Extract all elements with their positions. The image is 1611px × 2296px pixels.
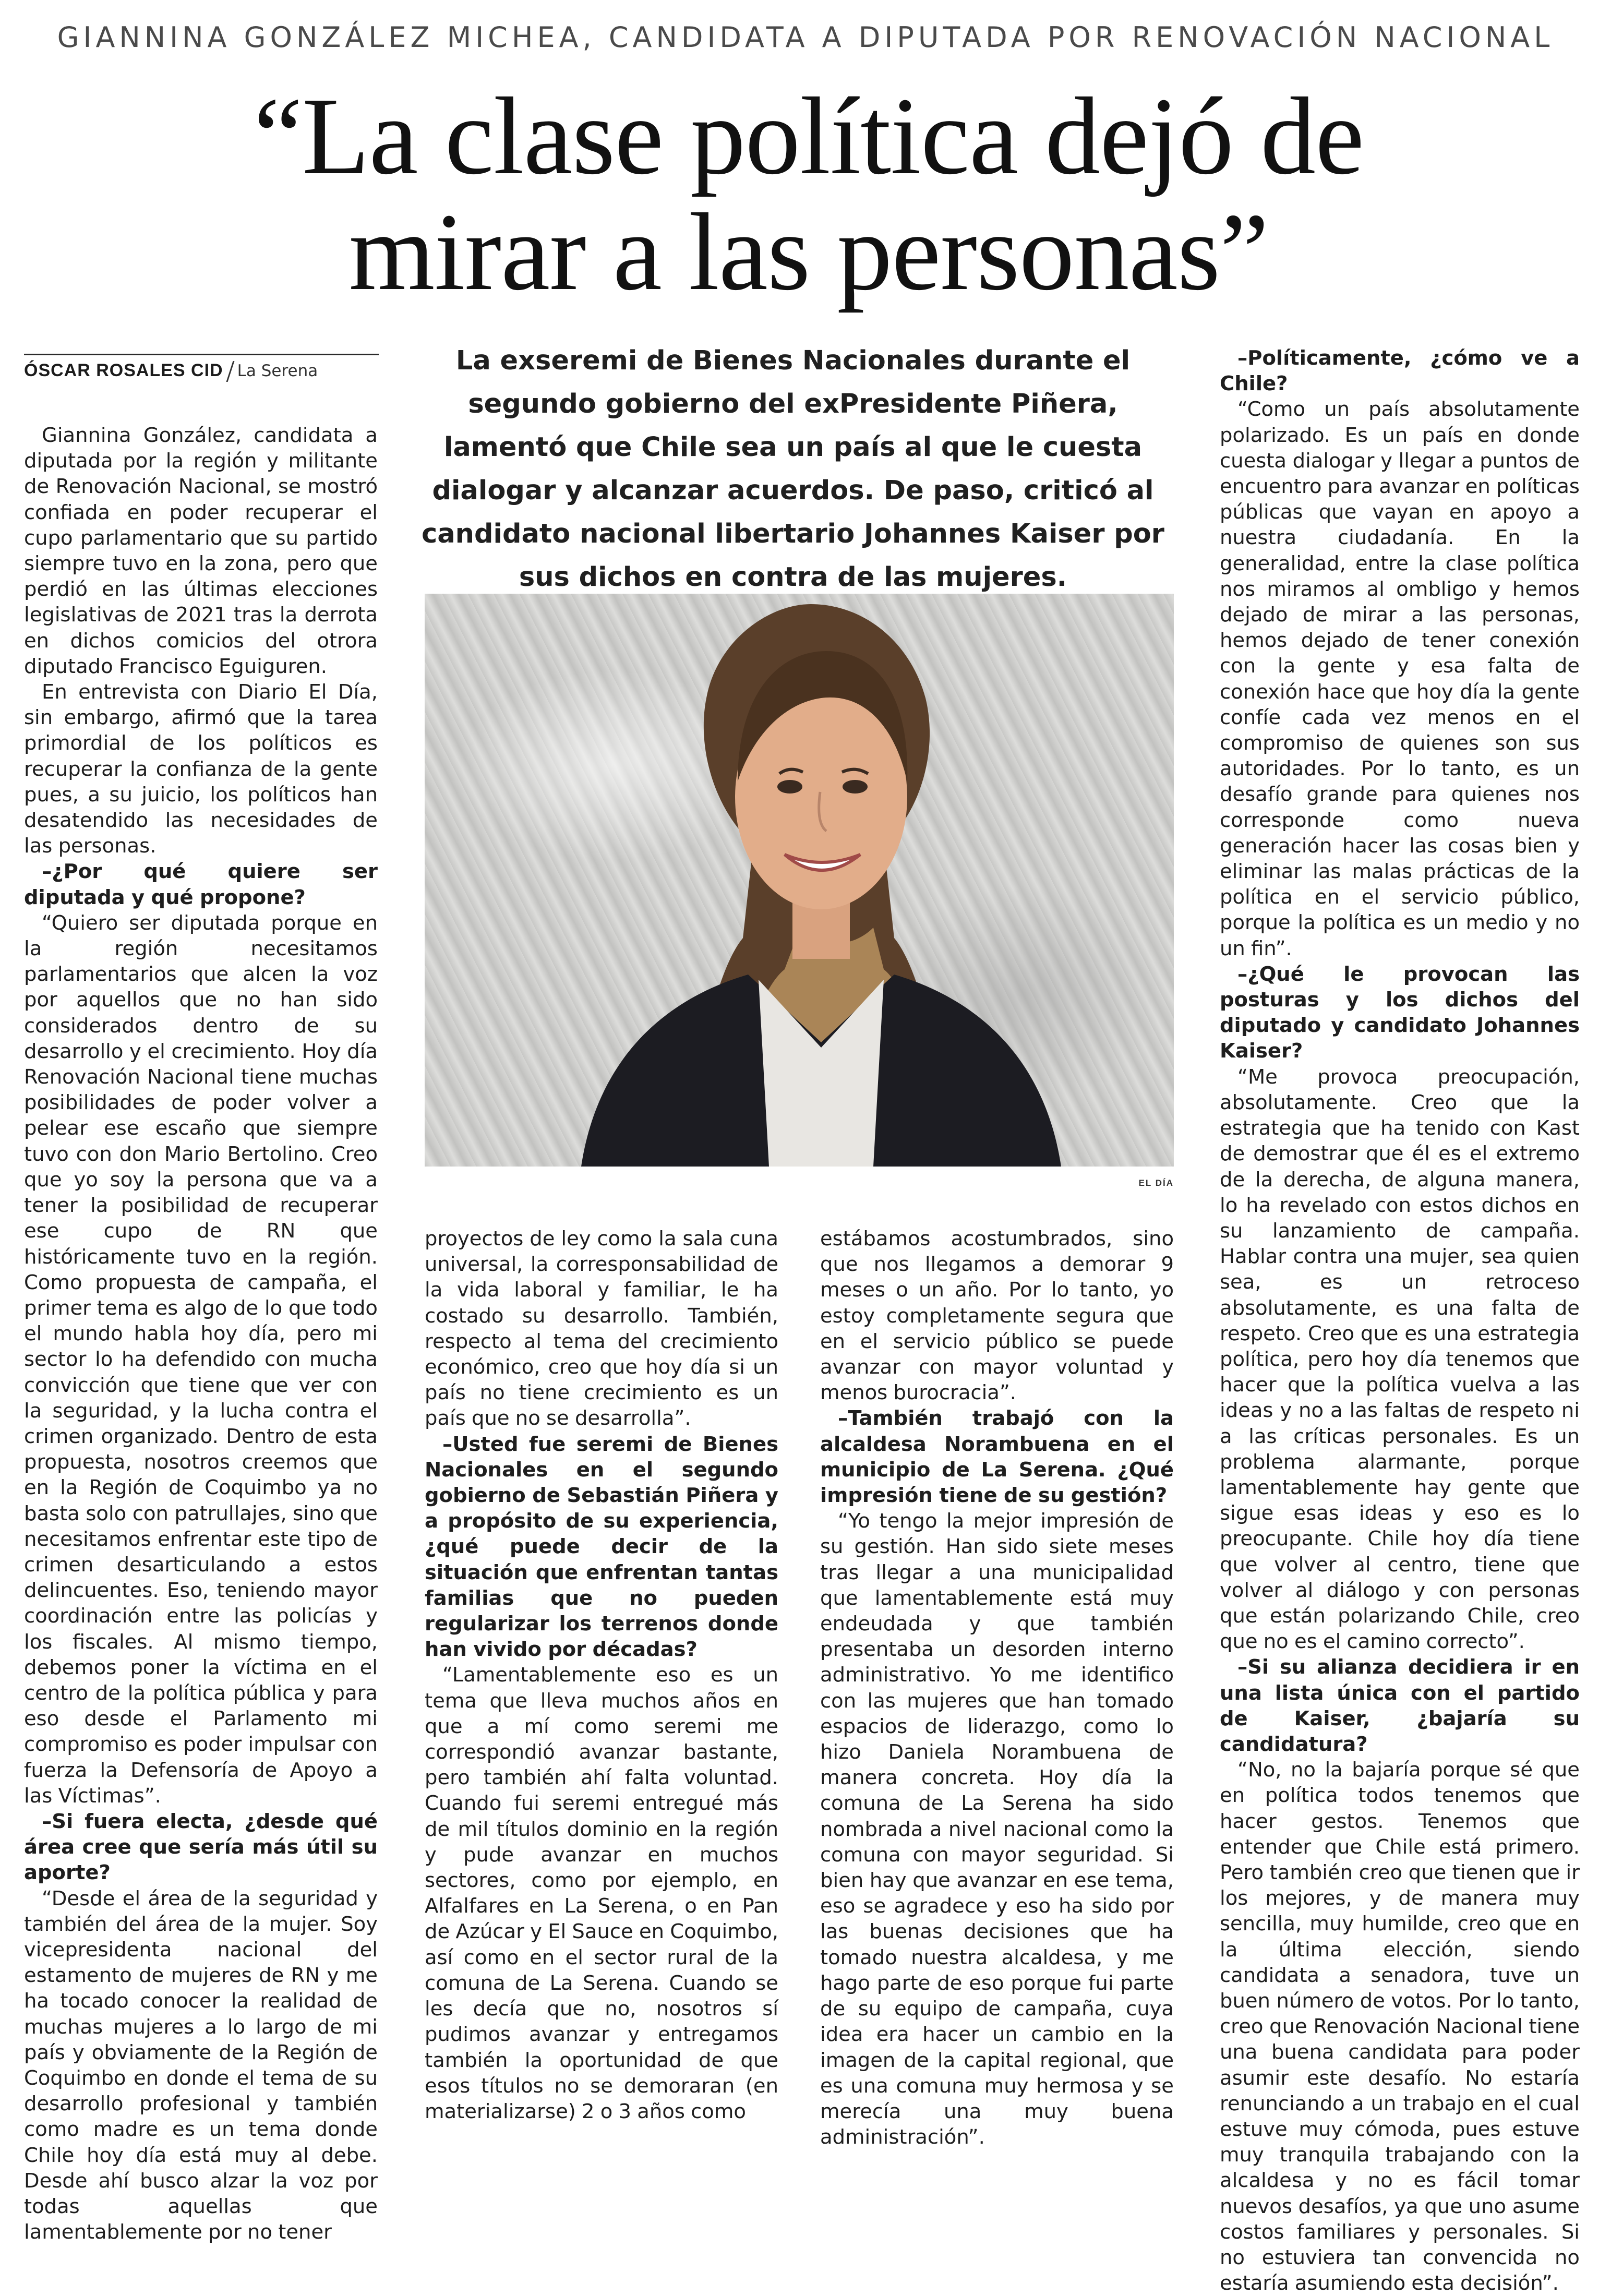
portrait-illustration: [425, 594, 1174, 1167]
byline-author: ÓSCAR ROSALES CID: [24, 360, 223, 380]
article-paragraph: “Lamentablemente eso es un tema que lleva muchos años en que a mí como seremi me correspondió avanzar bastante, pero también ahí falta voluntad. Cuando fui seremi entregué más de mil títulos dominio en la región y pude avanzar en muchos sectores, como por ejemplo, en Alfalfares en La Serena, o en Pan de Azúcar y El Sauce en Coquimbo, así como en el sector rural de la comuna de La Serena. Cuando se les decía que no, nosotros sí pudimos avanzar y entregamos también la oportunidad de que esos títulos no se demoraran (en materializarse) 2 o 3 años como: [425, 1663, 778, 2123]
kicker: GIANNINA GONZÁLEZ MICHEA, CANDIDATA A DIPUTADA POR RENOVACIÓN NACIONAL: [57, 21, 1554, 54]
article-paragraph: “Quiero ser diputada porque en la región necesitamos parlamentarios que alcen la voz por aquellos que no han sido considerados dentro de su desarrollo y el crecimiento. Hoy día Renovación Nacional tiene muchas posibilidades de poder volver a pelear ese escaño que siempre tuvo con don Mario Bertolino. Creo que yo soy la persona que va a tener la posibilidad de recuperar ese cupo de RN que históricamente tuvo en la región. Como propuesta de campaña, el primer tema es algo de lo que todo el mundo habla hoy día, pero mi sector lo ha defendido con mucha convicción que tiene que ver con la seguridad, y la lucha contra el crimen organizado. Dentro de esta propuesta, nosotros creemos que en la Región de Coquimbo ya no basta solo con patrullajes, sino que necesitamos enfrentar este tipo de crimen desarticulando a estos delincuentes. Eso, teniendo mayor coordinación entre las policías y los fiscales. Al mismo tiempo, debemos poner la víctima en el centro de la política pública y para eso desde el Parlamento mi compromiso es poder impulsar con fuerza la Defensoría de Apoyo a las Víctimas”.: [24, 911, 378, 1808]
article-paragraph: En entrevista con Diario El Día, sin embargo, afirmó que la tarea primordial de los políticos es recuperar la confianza de la gente pues, a su juicio, los políticos han desatendido las necesidades de las personas.: [24, 680, 378, 858]
article-column-2: [425, 1226, 778, 2123]
article-column-4: [1220, 345, 1580, 2295]
headline: “La clase política dejó de mirar a las personas”: [253, 75, 1364, 313]
article-paragraph: “Me provoca preocupación, absolutamente. Creo que la estrategia que ha tenido con Kast de demostrar que él es el extremo de la derecha, de alguna manera, lo ha revelado con estos dichos en su lanzamiento de campaña. Hablar contra una mujer, sea quien sea, es un retroceso absolutamente, es una falta de respeto. Creo que es una estrategia política, pero hoy día tenemos que hacer que la política vuelva a las ideas y no a las faltas de respeto ni a las críticas personales. Es un problema alarmante, porque lamentablemente hay gente que sigue esas ideas y eso es lo preocupante. Chile hoy día tiene que volver al centro, tiene que volver al diálogo y con personas que están polarizando Chile, creo que no es el camino correcto”.: [1220, 1065, 1580, 1654]
article-paragraph: “Yo tengo la mejor impresión de su gestión. Han sido siete meses tras llegar a una municipalidad que lamentablemente está muy endeudada y que también presentaba un desorden interno administrativo. Yo me identifico con las mujeres que han tomado espacios de liderazgo, como lo hizo Daniela Norambuena de manera concreta. Hoy día la comuna de La Serena ha sido nombrada a nivel nacional como la comuna con mayor seguridad. Si bien hay que avanzar en ese tema, eso se agradece y eso ha sido por las buenas decisiones que ha tomado nuestra alcaldesa, y me hago parte de eso porque fui parte de su equipo de campaña, cuya idea era hacer un cambio en la imagen de la capital regional, que es una comuna muy hermosa y se merecía una muy buena administración”.: [820, 1509, 1174, 2149]
interview-question: –Políticamente, ¿cómo ve a Chile?: [1220, 346, 1580, 396]
lede: La exseremi de Bienes Nacionales durante el segundo gobierno del exPresidente Piñera, lamentó que Chile sea un país al que le cuesta dialogar y alcanzar acuerdos. De paso, criticó al candidato nacional libertario Johannes Kaiser por sus dichos en contra de las mujeres.: [422, 345, 1164, 593]
byline-place: La Serena: [237, 362, 318, 380]
interview-question: –¿Qué le provocan las posturas y los dichos del diputado y candidato Johannes Kaiser?: [1220, 962, 1580, 1063]
article-paragraph: “Como un país absolutamente polarizado. Es un país en donde cuesta dialogar y llegar a puntos de encuentro para avanzar en políticas públicas que vayan en apoyo a nuestra ciudadanía. En la generalidad, entre la clase política nos miramos al ombligo y hemos dejado de mirar a las personas, hemos dejado de tener conexión con la gente y esa falta de conexión hace que hoy día la gente confíe cada vez menos en el compromiso de quienes son sus autoridades. Por lo tanto, es un desafío grande para quienes nos corresponde como nueva generación hacer las cosas bien y eliminar las malas prácticas de la política en el servicio público, porque la política es un medio y no un fin”.: [1220, 398, 1580, 960]
article-paragraph: proyectos de ley como la sala cuna universal, la corresponsabilidad de la vida laboral y familiar, le ha costado su desarrollo. También, respecto al tema del crecimiento económico, creo que hoy día si un país no tiene crecimiento es un país que no se desarrolla”.: [425, 1227, 778, 1431]
interview-question: –Si fuera electa, ¿desde qué área cree que sería más útil su aporte?: [24, 1809, 378, 1885]
candidate-photo: [425, 594, 1174, 1167]
interview-question: –Usted fue seremi de Bienes Nacionales en el segundo gobierno de Sebastián Piñera y a propósito de su experiencia, ¿qué puede decir de la situación que enfrentan tantas familias que no pueden regularizar los terrenos donde han vivido por décadas?: [425, 1432, 778, 1662]
byline: [24, 354, 379, 386]
article-paragraph: “Desde el área de la seguridad y también del área de la mujer. Soy vicepresidenta nacional del estamento de mujeres de RN y me ha tocado conocer la realidad de muchas mujeres a lo largo de mi país y obviamente de la Región de Coquimbo en donde el tema de su desarrollo profesional y también como madre es un tema donde Chile hoy día está muy al debe. Desde ahí busco alzar la voz por todas aquellas que lamentablemente por no tener: [24, 1886, 378, 2244]
article-column-1: [24, 423, 378, 2244]
photo-credit: EL DÍA: [1138, 1178, 1174, 1188]
article-paragraph: “No, no la bajaría porque sé que en política todos tenemos que hacer gestos. Tenemos que entender que Chile está primero. Pero también creo que tienen que ir los mejores, y de manera muy sencilla, muy humilde, creo que en la última elección, siendo candidata a senadora, tuve un buen número de votos. Por lo tanto, creo que Renovación Nacional tiene una buena candidata para poder asumir este desafío. No estaría renunciando a un trabajo en el cual estuve muy cómoda, pues estuve muy tranquila trabajando con la alcaldesa y no es fácil tomar nuevos desafíos, ya que uno asume costos familiares y personales. Si no estuviera tan convencida no estaría asumiendo esta decisión”.: [1220, 1758, 1580, 2295]
article-paragraph: estábamos acostumbrados, sino que nos llegamos a demorar 9 meses o un año. Por lo tanto, yo estoy completamente segura que en el servicio público se puede avanzar con mayor voluntad y menos burocracia”.: [820, 1227, 1174, 1405]
article-column-3: [820, 1226, 1174, 2149]
interview-question: –También trabajó con la alcaldesa Norambuena en el municipio de La Serena. ¿Qué impresión tiene de su gestión?: [820, 1407, 1174, 1508]
interview-question: –Si su alianza decidiera ir en una lista única con el partido de Kaiser, ¿bajaría su candidatura?: [1220, 1655, 1580, 1756]
byline-divider: [226, 361, 234, 382]
article-paragraph: Giannina González, candidata a diputada por la región y militante de Renovación Nacional, se mostró confiada en poder recuperar el cupo parlamentario que su partido siempre tuvo en la zona, pero que perdió en las últimas elecciones legislativas de 2021 tras la derrota en dichos comicios del otrora diputado Francisco Eguiguren.: [24, 424, 378, 678]
interview-question: –¿Por qué quiere ser diputada y qué propone?: [24, 860, 378, 909]
